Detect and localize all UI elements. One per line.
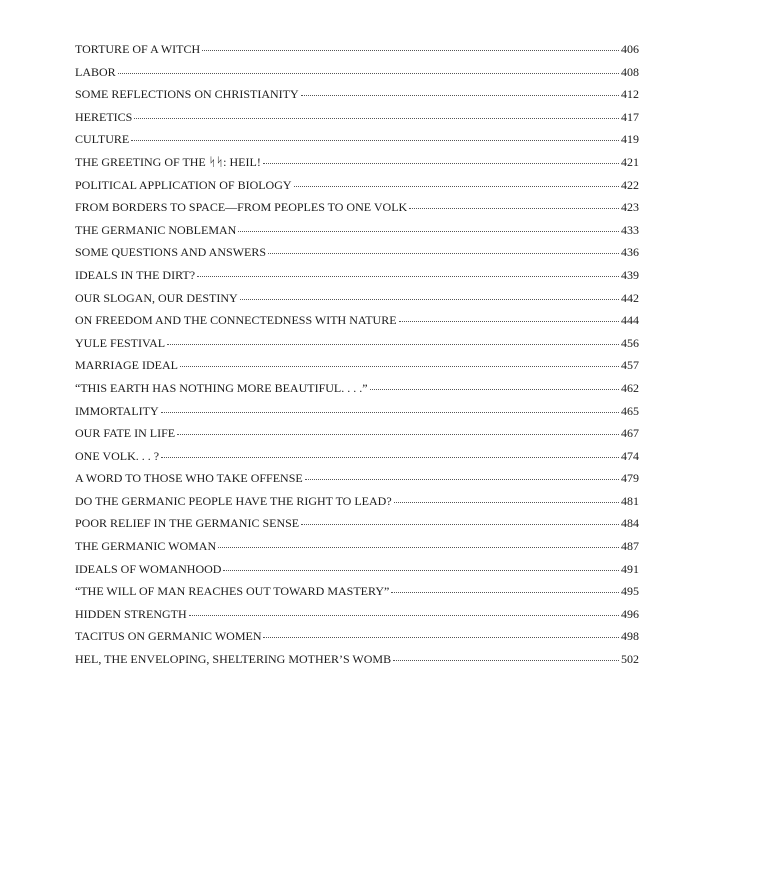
toc-entry [75,377,639,400]
toc-entry-title: HERETICS [75,109,133,124]
toc-entry-page: 496 [621,606,639,621]
toc-entry-page: 444 [621,313,639,328]
toc-entry [75,287,639,310]
toc-entry [75,648,639,671]
toc-entry [75,422,639,445]
toc-entry-title: TACITUS ON GERMANIC WOMEN [75,629,262,644]
toc-entry-title: OUR FATE IN LIFE [75,426,176,441]
toc-entry [75,603,639,626]
toc-entry-title: POOR RELIEF IN THE GERMANIC SENSE [75,516,300,531]
toc-dot-leader [370,377,619,390]
toc-dot-leader [223,558,619,571]
toc-entry [75,309,639,332]
toc-entry [75,128,639,151]
toc-entry-title: A WORD TO THOSE WHO TAKE OFFENSE [75,471,303,486]
table-of-contents [75,38,639,671]
toc-dot-leader [394,490,619,503]
toc-entry [75,512,639,535]
toc-dot-leader [263,625,619,638]
toc-dot-leader [263,151,619,164]
toc-entry-title: SOME REFLECTIONS ON CHRISTIANITY [75,87,299,102]
toc-entry [75,83,639,106]
toc-entry [75,174,639,197]
toc-entry-title: YULE FESTIVAL [75,335,166,350]
toc-entry-title: TORTURE OF A WITCH [75,42,201,56]
toc-entry-page: 498 [621,629,639,644]
toc-entry-page: 419 [621,132,639,147]
toc-entry-page: 408 [621,64,639,79]
toc-dot-leader [268,241,619,254]
toc-entry [75,219,639,242]
toc-entry-title: CULTURE [75,132,130,147]
toc-entry-page: 423 [621,200,639,215]
toc-dot-leader [131,128,619,141]
toc-entry [75,241,639,264]
toc-entry-page: 474 [621,448,639,463]
toc-entry [75,467,639,490]
toc-dot-leader [301,83,619,96]
toc-dot-leader [177,422,619,435]
toc-entry-title: OUR SLOGAN, OUR DESTINY [75,290,238,305]
toc-entry [75,106,639,129]
toc-dot-leader [218,535,619,548]
toc-dot-leader [399,309,619,322]
toc-entry-title: IDEALS IN THE DIRT? [75,267,196,282]
toc-entry [75,61,639,84]
toc-entry-page: 442 [621,290,639,305]
toc-entry [75,445,639,468]
toc-entry-page: 465 [621,403,639,418]
toc-entry [75,535,639,558]
toc-entry-title: ONE VOLK. . . ? [75,448,160,463]
toc-entry-page: 491 [621,561,639,576]
toc-entry-page: 436 [621,245,639,260]
toc-entry-title: POLITICAL APPLICATION OF BIOLOGY [75,177,292,192]
toc-entry-page: 433 [621,222,639,237]
toc-entry-title: MARRIAGE IDEAL [75,358,178,373]
toc-entry-page: 417 [621,109,639,124]
toc-entry-title: THE GREETING OF THE ᛋᛋ: HEIL! [75,154,261,169]
toc-entry [75,354,639,377]
toc-entry-title: “THE WILL OF MAN REACHES OUT TOWARD MASTERY” [75,584,390,599]
toc-entry-page: 412 [621,87,639,102]
toc-dot-leader [240,287,619,300]
toc-entry-title: IMMORTALITY [75,403,159,418]
toc-entry [75,580,639,603]
toc-entry-title: SOME QUESTIONS AND ANSWERS [75,245,267,260]
toc-entry [75,151,639,174]
toc-entry [75,332,639,355]
toc-dot-leader [391,580,619,593]
toc-entry-title: THE GERMANIC WOMAN [75,539,217,554]
toc-entry-page: 422 [621,177,639,192]
toc-dot-leader [393,648,619,661]
toc-entry-page: 481 [621,493,639,508]
toc-entry-page: 421 [621,154,639,169]
toc-dot-leader [189,603,619,616]
toc-entry-title: FROM BORDERS TO SPACE—FROM PEOPLES TO ONE VOLK [75,200,408,215]
toc-entry-title: HIDDEN STRENGTH [75,606,187,621]
toc-dot-leader [409,196,619,209]
toc-dot-leader [180,354,619,367]
toc-entry-page: 479 [621,471,639,486]
toc-entry [75,558,639,581]
toc-entry [75,196,639,219]
toc-dot-leader [197,264,619,277]
toc-dot-leader [294,174,619,187]
toc-dot-leader [238,219,619,232]
toc-entry-title: “THIS EARTH HAS NOTHING MORE BEAUTIFUL. . . .” [75,380,368,395]
toc-entry-title: ON FREEDOM AND THE CONNECTEDNESS WITH NATURE [75,313,397,328]
toc-dot-leader [305,467,619,480]
toc-dot-leader [167,332,619,345]
toc-entry-page: 457 [621,358,639,373]
toc-entry-page: 456 [621,335,639,350]
toc-dot-leader [161,400,619,413]
toc-entry-page: 487 [621,539,639,554]
toc-dot-leader [118,61,619,74]
toc-entry [75,625,639,648]
toc-entry-page: 502 [621,652,639,667]
toc-entry [75,264,639,287]
toc-entry [75,490,639,513]
toc-entry-page: 439 [621,267,639,282]
toc-entry-page: 467 [621,426,639,441]
toc-dot-leader [202,38,619,51]
toc-entry-page: 406 [621,42,639,56]
toc-entry-title: HEL, THE ENVELOPING, SHELTERING MOTHER’S WOMB [75,652,392,667]
toc-dot-leader [161,445,619,458]
toc-entry-page: 495 [621,584,639,599]
toc-entry-title: THE GERMANIC NOBLEMAN [75,222,237,237]
toc-entry-title: IDEALS OF WOMANHOOD [75,561,222,576]
toc-entry-title: DO THE GERMANIC PEOPLE HAVE THE RIGHT TO LEAD? [75,493,392,508]
toc-entry [75,400,639,423]
toc-entry-page: 462 [621,380,639,395]
toc-entry-page: 484 [621,516,639,531]
toc-entry-title: LABOR [75,64,116,79]
toc-dot-leader [301,512,619,525]
toc-entry [75,38,639,61]
toc-dot-leader [134,106,619,119]
